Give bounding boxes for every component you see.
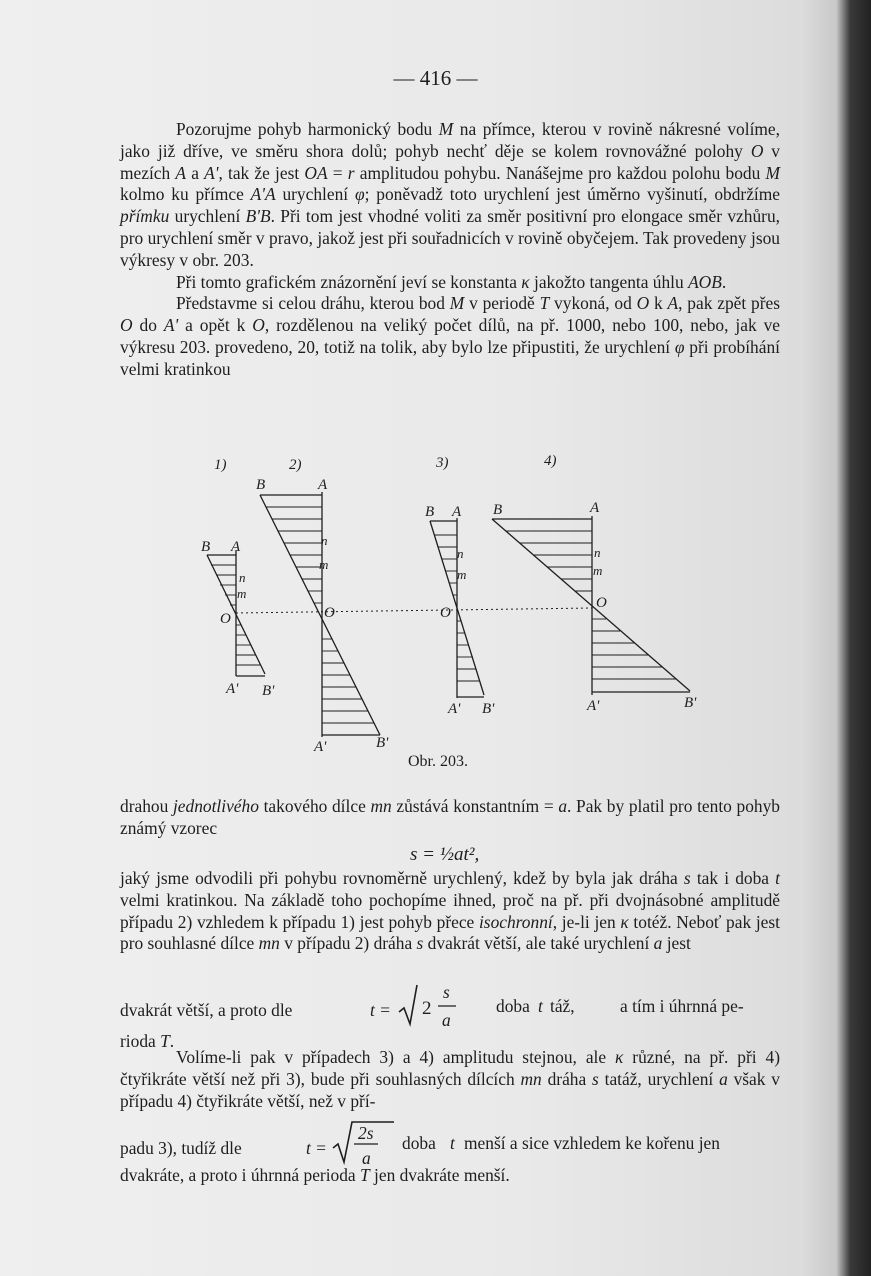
t-variable: t	[450, 1133, 455, 1153]
text-run: a	[186, 162, 205, 183]
text-run: však v případu 4) čtyřikráte větší, než v pří-	[120, 1068, 780, 1111]
italic-run: s	[683, 868, 691, 888]
fraction-denominator: a	[362, 1148, 371, 1168]
text-run: kolmo ku přímce	[120, 184, 251, 205]
italic-run: t	[775, 868, 780, 888]
text-block-top	[120, 119, 780, 381]
label-o: O	[220, 611, 231, 627]
italic-run: O	[636, 293, 650, 314]
text-run: Představme si celou dráhu, kterou bod	[176, 293, 450, 314]
italic-run: isochronní	[478, 911, 553, 932]
italic-run: A	[175, 162, 187, 183]
paragraph	[120, 272, 780, 294]
text-block-middle	[120, 868, 780, 955]
zero-line-dotted	[236, 608, 592, 613]
label-o: O	[324, 605, 335, 621]
label-a-prime: A'	[448, 701, 461, 717]
paragraph	[120, 868, 780, 955]
text-doba: doba	[496, 996, 530, 1016]
figure-caption: Obr. 203.	[408, 753, 468, 770]
italic-run: φ	[354, 184, 365, 205]
italic-run: φ	[674, 336, 685, 357]
text-run: a opět k	[178, 315, 253, 336]
t-equals: t =	[370, 1000, 391, 1020]
text-run: různé, na př. při 4) čtyřikráte větší než při 3), bude při souhlasných dílcích	[120, 1047, 780, 1089]
text-run: Pozorujme pohyb harmonický bodu	[176, 119, 439, 139]
urychleni-line	[492, 519, 690, 691]
text-run: tatáž, urychlení	[598, 1068, 720, 1089]
period-symbol: T	[160, 1031, 170, 1051]
sqrt-sign	[398, 984, 418, 1028]
label-a: A	[318, 477, 328, 493]
label-m: m	[237, 586, 247, 601]
text-run: dráha	[541, 1068, 593, 1089]
italic-run: mn	[370, 796, 392, 816]
italic-run: mn	[520, 1068, 542, 1089]
dot: .	[169, 1031, 175, 1051]
formula-line-1	[120, 980, 790, 1036]
label-n: n	[594, 545, 601, 560]
label-n: n	[457, 546, 464, 561]
paragraph	[120, 1047, 780, 1112]
text-run: v případu 2) dráha	[279, 933, 417, 954]
period-symbol: T	[360, 1165, 370, 1185]
figure-203	[190, 445, 730, 775]
italic-run: s	[416, 933, 424, 954]
text-run: na přímce, kterou v rovině nákresné volíme, jako již dříve, ve směru shora dolů; pohyb nechť děje se kolem rovnovážné polohy	[120, 119, 781, 161]
formula-s: s = ½at²,	[410, 844, 480, 865]
label-a: A	[452, 504, 462, 520]
label-n: n	[239, 570, 246, 585]
text-run: jakožto tangenta úhlu	[529, 271, 689, 292]
italic-run: mn	[258, 933, 280, 954]
label-b: B	[256, 477, 266, 493]
label-o: O	[440, 605, 451, 621]
italic-run: κ	[521, 271, 530, 292]
text-run: . Při tom jest vhodné voliti za směr positivní pro elongace směr vzhůru, pro urychlení směr v pravo, jakož jest při souřadnicích v rovině obyčejem. Tak provedeny jsou výkresy v obr. 203.	[120, 206, 780, 270]
formula-line-2	[120, 1120, 790, 1170]
text-before: dvakrát větší, a proto dle	[120, 1000, 293, 1020]
italic-run: B'B	[245, 206, 271, 227]
text-run: do	[132, 315, 164, 336]
label-b-prime: B'	[376, 735, 389, 751]
paragraph	[120, 119, 780, 272]
label-o: O	[596, 595, 607, 611]
page-number: — 416 —	[393, 66, 478, 90]
text: dvakráte, a proto i úhrnná perioda	[120, 1165, 360, 1185]
label-b-prime: B'	[482, 701, 495, 717]
label-b-prime: B'	[684, 695, 697, 711]
label-m: m	[593, 563, 603, 578]
diagram-4	[492, 516, 690, 695]
paragraph	[120, 293, 780, 380]
italic-run: OA	[304, 162, 328, 183]
label-m: m	[457, 567, 467, 582]
text-run: k	[649, 293, 668, 314]
label-b: B	[493, 502, 503, 518]
text-last-line	[120, 1165, 510, 1186]
italic-run: M	[438, 119, 454, 139]
italic-run: A'	[163, 315, 179, 336]
fraction-numerator: 2s	[358, 1123, 374, 1143]
t-variable: t	[538, 996, 543, 1016]
text-run: ; poněvadž toto urychlení jest úměrno vyšinutí, obdržíme	[364, 184, 780, 205]
italic-run: O	[120, 315, 133, 336]
text-run: dvakrát větší, ale také urychlení	[423, 933, 654, 954]
text-run: tak i doba	[690, 868, 776, 888]
paragraph	[120, 796, 780, 840]
text-run: totéž. Neboť pak jest pro souhlasné dílce	[120, 911, 780, 954]
diagram-number-1: 1)	[214, 457, 227, 473]
sqrt-coefficient: 2	[422, 998, 432, 1019]
italic-run: M	[765, 162, 781, 183]
text-block-after-figure	[120, 796, 780, 840]
text-run: . Pak by platil pro tento pohyb známý vzorec	[120, 796, 780, 838]
diagram-3	[430, 518, 484, 698]
italic-run: jednotlivého	[172, 796, 259, 816]
italic-run: přímku	[120, 206, 170, 227]
text-run: v mezích	[120, 140, 780, 183]
text-after: a tím i úhrnná pe-	[620, 996, 744, 1016]
t-equals: t =	[306, 1138, 327, 1158]
text-after: menší a sice vzhledem ke kořenu jen	[464, 1133, 720, 1153]
italic-run: O	[750, 140, 764, 161]
italic-run: s	[592, 1068, 599, 1089]
italic-run: T	[539, 293, 550, 314]
italic-run: a	[719, 1068, 728, 1089]
text-run: =	[327, 162, 348, 183]
text-run: .	[721, 271, 727, 292]
text-run: Při tomto grafickém znázornění jeví se konstanta	[176, 271, 522, 292]
text-run: amplitudou pohybu. Nanášejme pro každou polohu bodu	[354, 162, 766, 183]
label-b: B	[425, 504, 435, 520]
text-taz: táž,	[550, 996, 575, 1016]
label-a: A	[590, 500, 600, 516]
italic-run: A	[667, 293, 679, 314]
text-run: takového dílce	[258, 796, 371, 816]
italic-run: a	[558, 796, 568, 816]
label-a: A	[231, 539, 241, 555]
italic-run: κ	[615, 1047, 624, 1067]
text-block-last	[120, 1047, 780, 1112]
italic-run: M	[449, 293, 465, 314]
italic-run: a	[653, 933, 663, 954]
text-run: jaký jsme odvodili při pohybu rovnoměrně urychlený, kdež by byla jak dráha	[120, 868, 684, 888]
text-run: v periodě	[464, 293, 540, 314]
text-run: při probíhání velmi kratinkou	[120, 336, 780, 379]
text-before: padu 3), tudíž dle	[120, 1138, 242, 1158]
text-run: jest	[662, 933, 691, 954]
figure-diagrams	[190, 445, 730, 775]
text-run: Volíme-li pak v případech 3) a 4) amplitudu stejnou, ale	[176, 1047, 616, 1067]
text-run: urychlení	[169, 206, 246, 227]
label-b: B	[201, 539, 211, 555]
italic-run: O	[252, 315, 265, 336]
text-run: , je-li jen	[552, 911, 621, 932]
text-run: , pak zpět přes	[678, 293, 780, 314]
text-run: zůstává konstantním =	[391, 796, 559, 816]
label-a-prime: A'	[587, 698, 600, 714]
label-b-prime: B'	[262, 683, 275, 699]
label-a-prime: A'	[314, 739, 327, 755]
text-run: drahou	[120, 796, 173, 816]
text-run: , rozdělenou na veliký počet dílů, na př. 1000, nebo 100, nebo, jak ve výkresu 203. provedeno, 20, totiž na tolik, aby bylo lze připustiti, že urychlení	[120, 315, 780, 357]
text-run: velmi kratinkou. Na základě toho pochopíme ihned, proč na př. při dvojnásobné amplitudě případu 2) vzhledem k případu 1) jest pohyb přece	[120, 889, 780, 932]
italic-run: A'A	[250, 184, 276, 205]
italic-run: AOB	[688, 271, 722, 292]
word: rioda	[120, 1031, 156, 1051]
italic-run: A'	[204, 162, 219, 183]
text-run: vykoná, od	[549, 293, 637, 314]
text-doba: doba	[402, 1133, 436, 1153]
label-n: n	[321, 533, 328, 548]
fraction-numerator: s	[443, 982, 450, 1002]
diagram-number-4: 4)	[544, 453, 557, 469]
italic-run: κ	[620, 911, 629, 932]
text-run: urychlení	[275, 184, 355, 205]
text-run: , tak že jest	[218, 162, 305, 183]
italic-run: r	[347, 162, 355, 183]
fraction-denominator: a	[442, 1010, 451, 1030]
diagram-number-3: 3)	[436, 455, 449, 471]
label-m: m	[319, 557, 329, 572]
diagram-2	[260, 492, 380, 737]
fraction-bar	[438, 1004, 458, 1008]
text: jen dvakráte menší.	[369, 1165, 510, 1185]
label-a-prime: A'	[226, 681, 239, 697]
diagram-number-2: 2)	[289, 457, 302, 473]
